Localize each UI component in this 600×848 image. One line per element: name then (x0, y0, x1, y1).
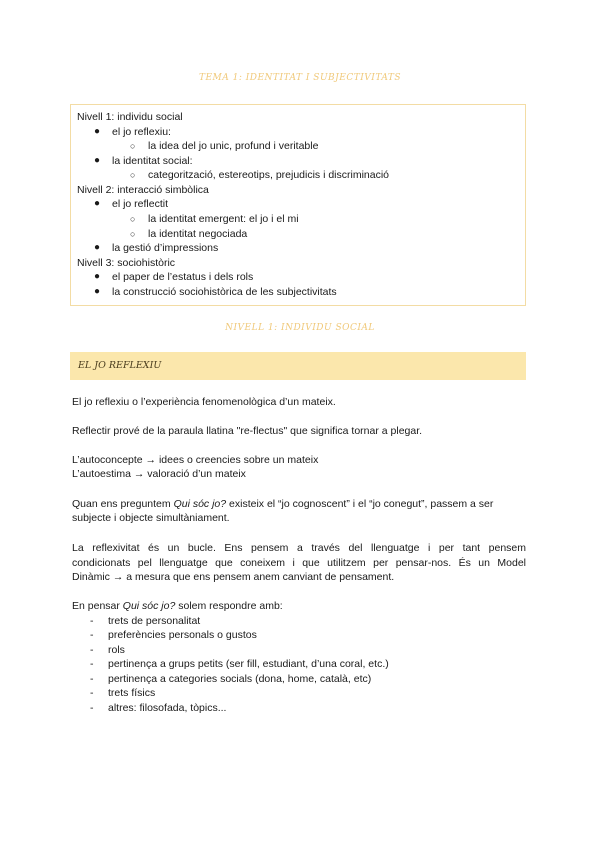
outline-level-3: Nivell 3: sociohistòric (77, 257, 176, 269)
bullet-icon: ● (94, 242, 101, 253)
dash-bullet: - (90, 629, 94, 641)
circle-bullet-icon: ○ (130, 229, 136, 239)
italic-question: Qui sóc jo? (173, 498, 227, 510)
paragraph: L’autoestima → valoració d’un mateix (72, 468, 246, 480)
outline-item: la gestió d’impressions (112, 242, 219, 254)
outline-item: la identitat social: (112, 155, 193, 167)
dash-bullet: - (90, 658, 94, 670)
dash-bullet: - (90, 702, 94, 714)
list-item: pertinença a grups petits (ser fill, estudiant, d’una coral, etc.) (108, 658, 389, 670)
list-item: altres: filosofada, tòpics... (108, 702, 227, 714)
bullet-icon: ● (94, 271, 101, 282)
dash-bullet: - (90, 673, 94, 685)
outline-level-2: Nivell 2: interacció simbòlica (77, 184, 209, 196)
section-subtitle: NIVELL 1: INDIVIDU SOCIAL (225, 323, 375, 333)
italic-question: Qui sóc jo? (122, 600, 176, 612)
circle-bullet-icon: ○ (130, 214, 136, 224)
circle-bullet-icon: ○ (130, 141, 136, 151)
list-item: trets físics (108, 687, 156, 699)
paragraph (72, 599, 526, 614)
list-item: rols (108, 644, 125, 656)
outline-item: el jo reflectit (112, 198, 169, 210)
section-heading: EL JO REFLEXIU (78, 360, 162, 371)
bullet-icon: ● (94, 155, 101, 166)
bullet-icon: ● (94, 198, 101, 209)
paragraph-line: Dinàmic → a mesura que ens pensem anem canviant de pensament. (72, 571, 395, 583)
text: existeix el “jo cognoscent” i el “jo conegut”, passem a ser (226, 498, 494, 510)
paragraph-line: La reflexivitat és un bucle. Ens pensem a través del llenguatge i per tant pensem (72, 542, 526, 554)
outline-item: la construcció sociohistòrica de les subjectivitats (112, 286, 337, 298)
outline-subitem: la identitat emergent: el jo i el mi (148, 213, 299, 225)
outline-item: el paper de l’estatus i dels rols (112, 271, 254, 283)
list-item: preferències personals o gustos (108, 629, 257, 641)
document-title: TEMA 1: IDENTITAT I SUBJECTIVITATS (198, 73, 402, 83)
paragraph: Reflectir prové de la paraula llatina "re-flectus" que significa tornar a plegar. (72, 425, 423, 437)
paragraph: L’autoconcepte → idees o creencies sobre un mateix (72, 454, 319, 466)
paragraph (72, 497, 526, 512)
circle-bullet-icon: ○ (130, 170, 136, 180)
bullet-icon: ● (94, 126, 101, 137)
paragraph: El jo reflexiu o l’experiència fenomenològica d’un mateix. (72, 396, 336, 408)
outline-subitem: la identitat negociada (148, 228, 248, 240)
dash-bullet: - (90, 687, 94, 699)
outline-level-1: Nivell 1: individu social (77, 111, 183, 123)
text: solem respondre amb: (175, 600, 283, 612)
paragraph-line: condicionats pel llenguatge que coneixem i que utilitzem per pensar-nos. És un Model (72, 557, 526, 569)
dash-bullet: - (90, 644, 94, 656)
paragraph: subjecte i objecte simultàniament. (72, 512, 230, 524)
outline-subitem: categorització, estereotips, prejudicis i discriminació (148, 169, 390, 181)
list-item: trets de personalitat (108, 615, 201, 627)
bullet-icon: ● (94, 286, 101, 297)
list-item: pertinença a categories socials (dona, home, català, etc) (108, 673, 372, 685)
text: Quan ens preguntem (72, 498, 174, 510)
text: En pensar (72, 600, 123, 612)
outline-item: el jo reflexiu: (112, 126, 171, 138)
outline-subitem: la idea del jo unic, profund i veritable (148, 140, 319, 152)
dash-bullet: - (90, 615, 94, 627)
